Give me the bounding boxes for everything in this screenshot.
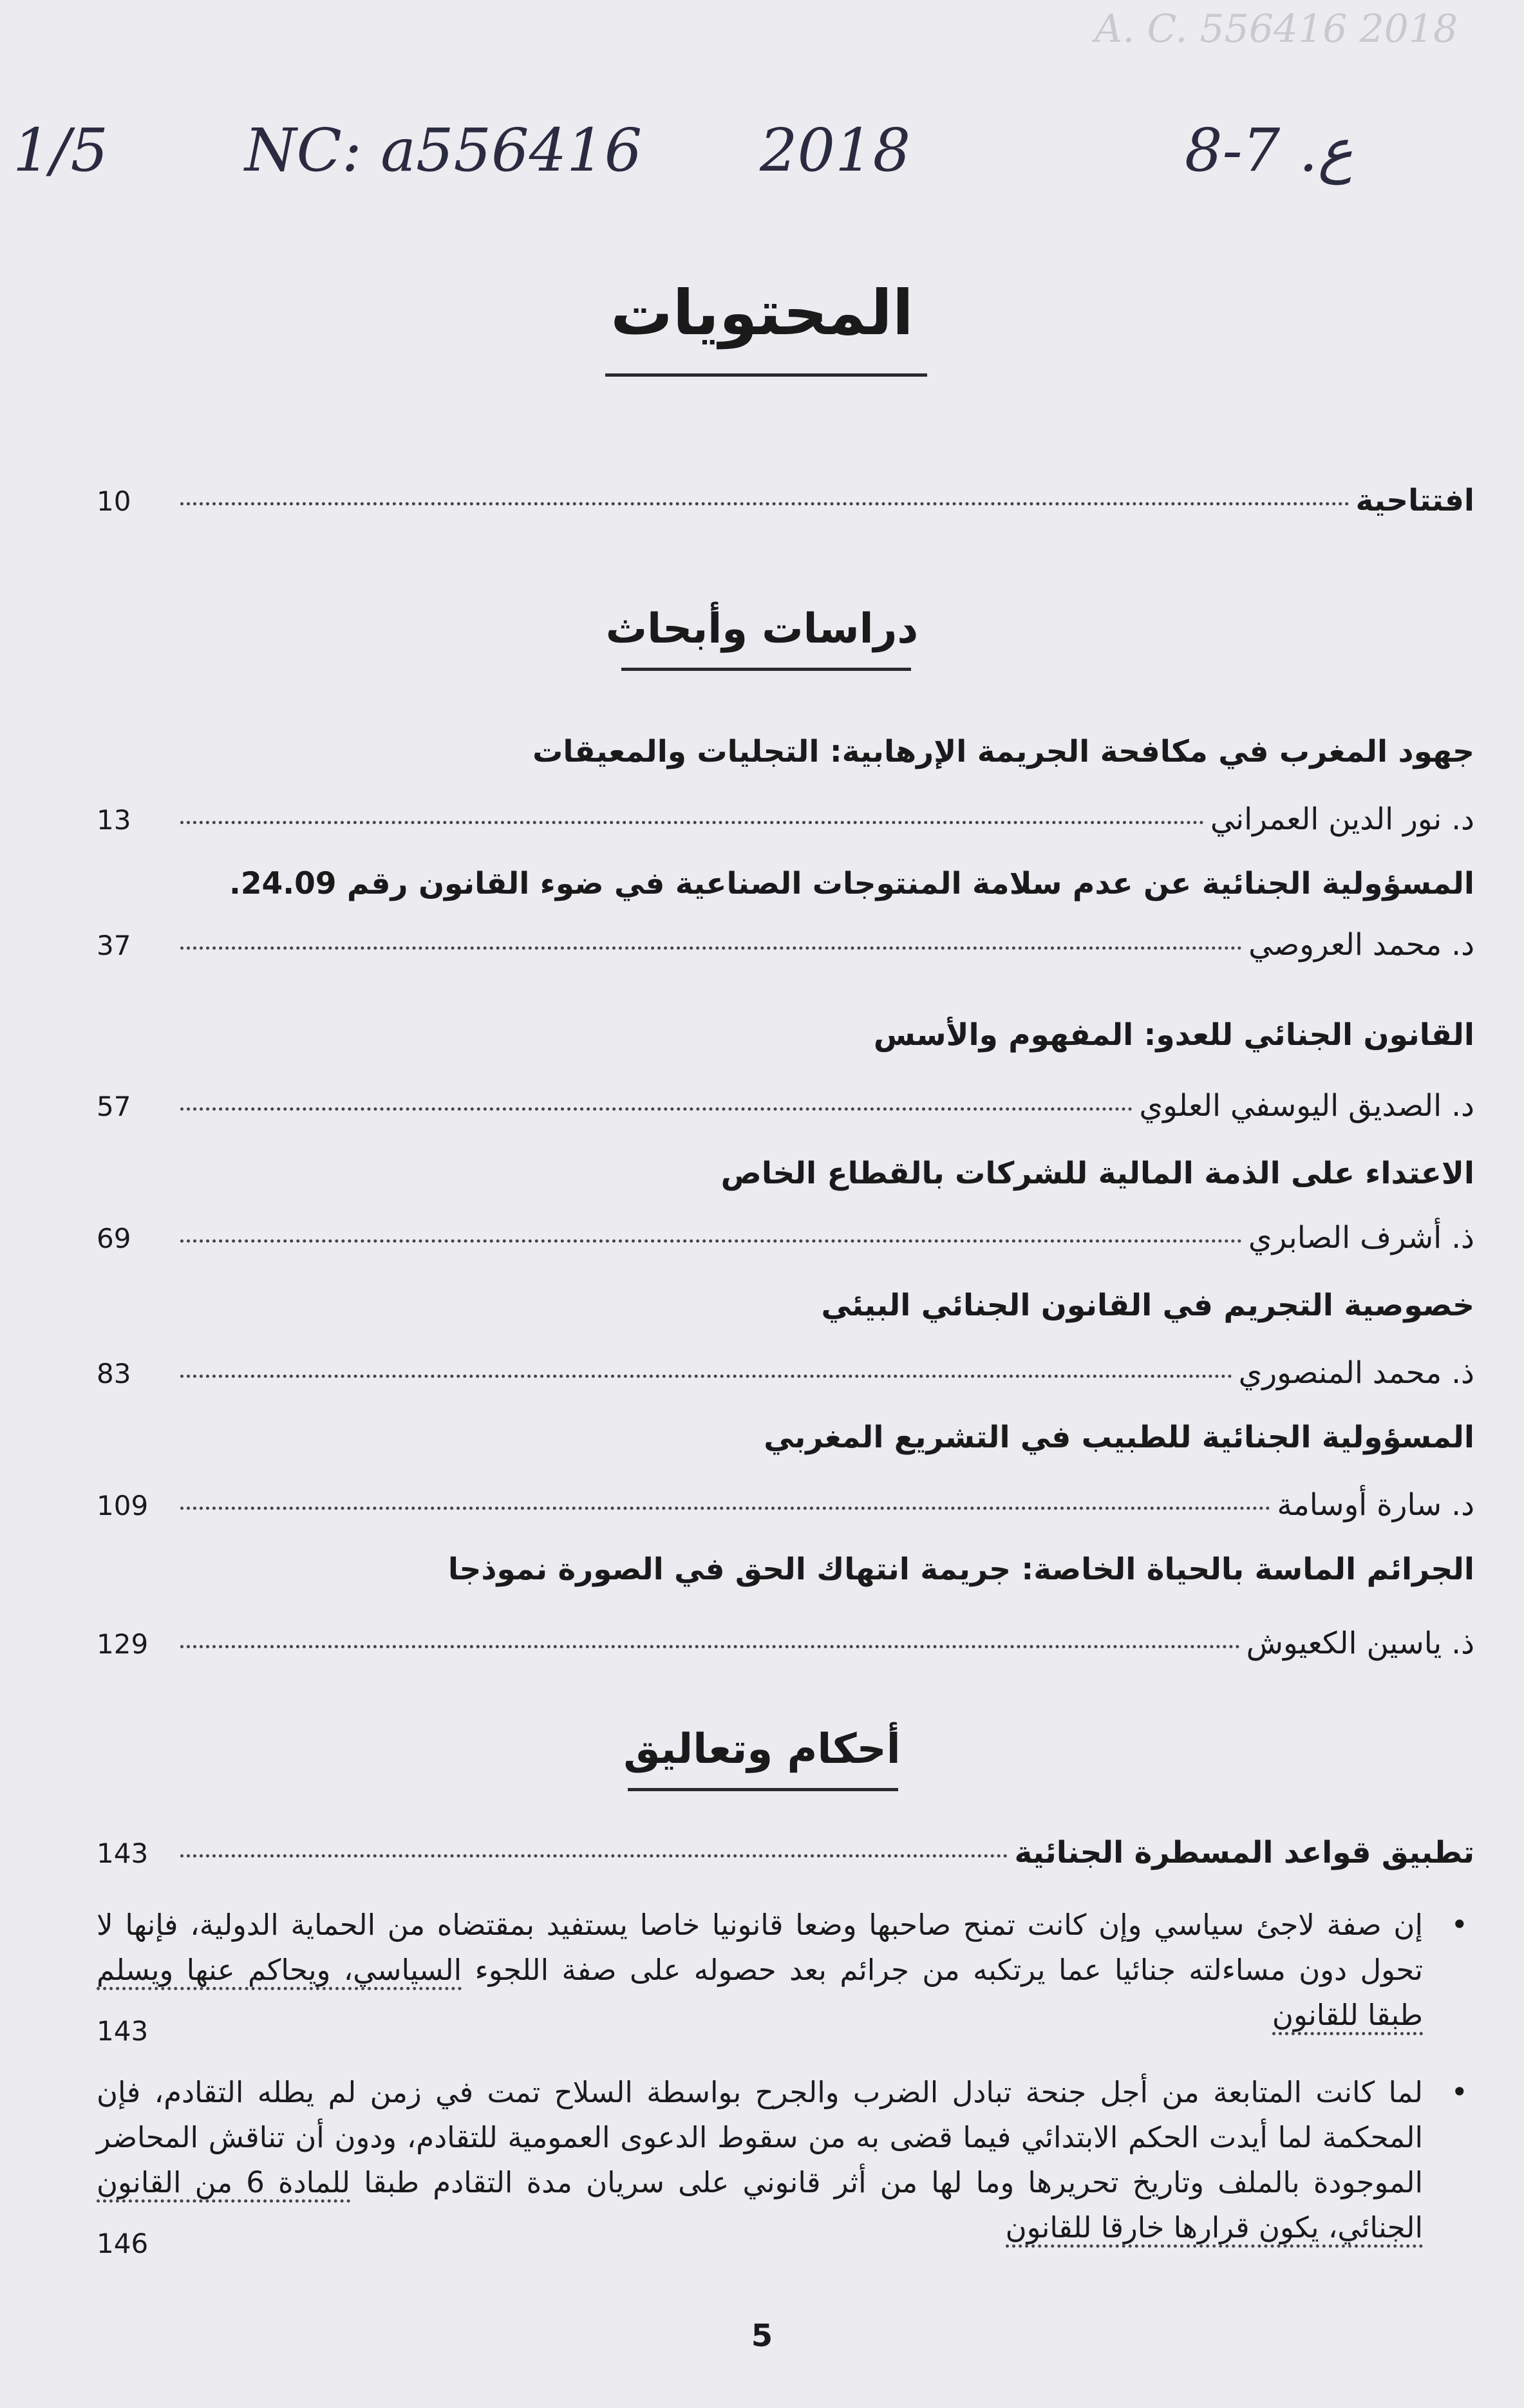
toc-item-page: 129 <box>97 1628 149 1660</box>
ruling-page: 143 <box>97 2015 149 2047</box>
ruling-line: للمادة 6 من القانون الجنائي، يكون قرارها خارقا للقانون <box>97 2165 1423 2248</box>
toc-item-title: الجرائم الماسة بالحياة الخاصة: جريمة انتهاك الحق في الصورة نموذجا <box>447 1552 1474 1587</box>
rulings-heading-page: 143 <box>97 1838 149 1869</box>
ruling-line: فإن المحكمة لما أيدت الحكم الابتدائي فيما قضى به من سقوط الدعوى العمومية للتقادم، ودون أن <box>97 2075 1424 2154</box>
toc-item-entry <box>97 802 1474 837</box>
toc-item-entry <box>97 1088 1474 1124</box>
toc-item-author: ذ. أشرف الصابري <box>1248 1220 1474 1256</box>
section-underline-rulings <box>628 1788 898 1791</box>
toc-item-title: خصوصية التجريم في القانون الجنائي البيئي <box>821 1288 1474 1323</box>
toc-item-page: 83 <box>97 1358 131 1389</box>
leader-dots <box>180 502 1350 505</box>
toc-item-page: 109 <box>97 1490 149 1521</box>
toc-item-author: د. سارة أوسامة <box>1277 1487 1474 1523</box>
leader-dots <box>180 821 1204 824</box>
toc-item-author: ذ. محمد المنصوري <box>1238 1355 1474 1391</box>
ruling-text <box>97 2070 1474 2250</box>
toc-item-entry <box>97 1220 1474 1256</box>
ruling-line: لما كانت المتابعة من أجل جنحة تبادل الضرب والجرح بواسطة السلاح تمت في زمن لم يطله التقادم، <box>154 2075 1423 2109</box>
rulings-heading-entry <box>97 1835 1474 1870</box>
page-title: المحتويات <box>610 277 914 349</box>
ruling-line: تناقش المحاضر الموجودة بالملف وتاريخ تحريرها وما لها من أثر قانوني على سريان مدة التقادم طبقا <box>97 2120 1423 2199</box>
faint-top-handwriting: A. C. 556416 2018 <box>1095 6 1458 52</box>
title-underline <box>605 373 927 377</box>
toc-item-author: د. الصديق اليوسفي العلوي <box>1139 1088 1474 1124</box>
leader-dots <box>180 1107 1133 1111</box>
section-title-rulings: أحكام وتعاليق <box>623 1726 901 1773</box>
ruling-line: الدولية، فإنها لا تحول دون مساءلته جنائيا عما يرتكبه من جرائم بعد حصوله على صفة اللجوء <box>97 1908 1423 1987</box>
toc-item-author: د. محمد العروصي <box>1248 927 1474 963</box>
ruling-bullet <box>97 1903 1474 2038</box>
ruling-bullet <box>97 2070 1474 2250</box>
toc-item-author: د. نور الدين العمراني <box>1210 802 1474 837</box>
toc-item-entry <box>97 1355 1474 1391</box>
toc-item-title: الاعتداء على الذمة المالية للشركات بالقطاع الخاص <box>720 1156 1474 1191</box>
ruling-page: 146 <box>97 2228 149 2259</box>
toc-item-page: 69 <box>97 1223 131 1254</box>
toc-item-author: ذ. ياسين الكعيوش <box>1246 1626 1474 1661</box>
toc-item-page: 57 <box>97 1091 131 1122</box>
ruling-line: السياسي، ويحاكم عنها ويسلم طبقا للقانون <box>97 1953 1423 2035</box>
section-underline-studies <box>621 668 911 671</box>
ruling-text <box>97 1903 1474 2038</box>
handwritten-shelf-mark: 8-7 .ع <box>1185 116 1353 185</box>
toc-item-title: المسؤولية الجنائية للطبيب في التشريع المغربي <box>764 1420 1474 1455</box>
toc-item-page: 13 <box>97 804 131 836</box>
ruling-line: إن صفة لاجئ سياسي وإن كانت تمنح صاحبها وضعا قانونيا خاصا يستفيد بمقتضاه من الحماية <box>290 1908 1423 1942</box>
page-number: 5 <box>751 2318 773 2354</box>
toc-item-title: جهود المغرب في مكافحة الجريمة الإرهابية: التجليات والمعيقات <box>532 734 1474 769</box>
section-title-studies: دراسات وأبحاث <box>605 605 919 653</box>
opening-page: 10 <box>97 485 131 517</box>
leader-dots <box>180 1854 1008 1858</box>
leader-dots <box>180 1239 1242 1243</box>
opening-entry <box>97 483 1474 518</box>
rulings-heading-label: تطبيق قواعد المسطرة الجنائية <box>1014 1835 1474 1870</box>
toc-item-title: المسؤولية الجنائية عن عدم سلامة المنتوجات الصناعية في ضوء القانون رقم 24.09. <box>229 866 1474 901</box>
opening-label: افتتاحية <box>1355 483 1474 518</box>
handwritten-nc-code: NC: a556416 <box>245 116 643 185</box>
toc-item-entry <box>97 927 1474 963</box>
leader-dots <box>180 1645 1240 1648</box>
toc-item-page: 37 <box>97 930 131 961</box>
handwritten-year: 2018 <box>760 116 911 185</box>
leader-dots <box>180 946 1242 950</box>
toc-item-entry <box>97 1626 1474 1661</box>
toc-item-title: القانون الجنائي للعدو: المفهوم والأسس <box>873 1017 1474 1053</box>
leader-dots <box>180 1507 1270 1510</box>
toc-item-entry <box>97 1487 1474 1523</box>
handwritten-fraction: 1/5 <box>13 116 109 185</box>
leader-dots <box>180 1375 1232 1378</box>
